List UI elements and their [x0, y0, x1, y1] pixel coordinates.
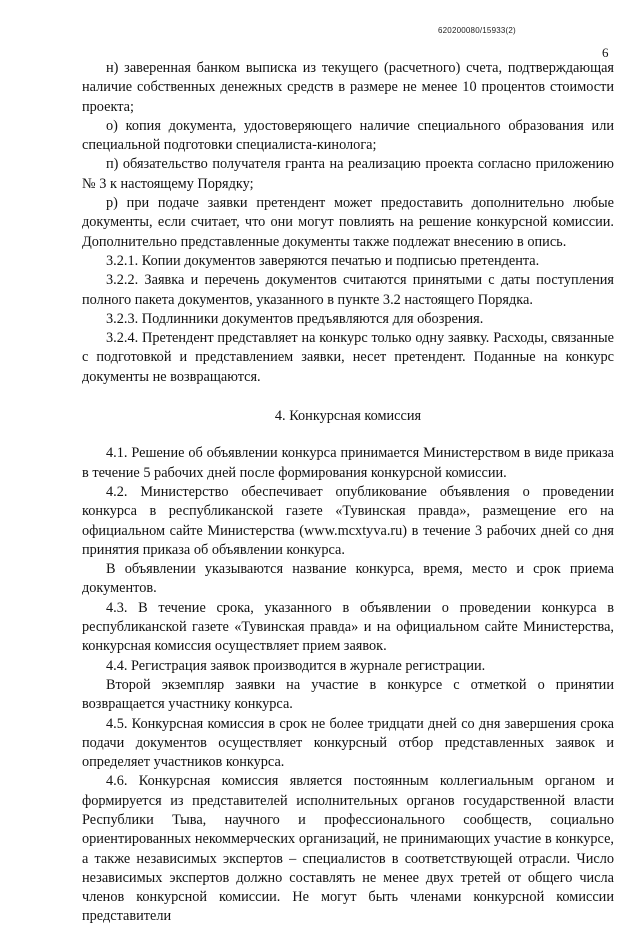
- page-number: 6: [602, 45, 609, 60]
- paragraph-o: о) копия документа, удостоверяющего наличие специального образования или специальной подготовки специалиста-кинолога;: [82, 117, 614, 154]
- paragraph-3-2-1: 3.2.1. Копии документов заверяются печатью и подписью претендента.: [106, 252, 540, 269]
- paragraph-n: н) заверенная банком выписка из текущего (расчетного) счета, подтверждающая наличие собственных денежных средств в размере не менее 10 процентов стоимости проекта;: [82, 60, 614, 115]
- document-id: 620200080/15933(2): [438, 26, 516, 35]
- paragraph-4-5: 4.5. Конкурсная комиссия в срок не более тридцати дней со дня завершения срока подачи документов осуществляет конкурсный отбор представленных заявок и определяет участников конкурса.: [82, 715, 614, 771]
- document-body: [82, 59, 614, 927]
- paragraph-second-copy: Второй экземпляр заявки на участие в конкурсе с отметкой о принятии возвращается участнику конкурса.: [82, 676, 614, 713]
- paragraph-4-4: 4.4. Регистрация заявок производится в журнале регистрации.: [106, 657, 486, 674]
- paragraph-4-6: 4.6. Конкурсная комиссия является постоянным коллегиальным органом и формируется из представителей исполнительных органов государственной власти Республики Тыва, научного и профессионального сообществ, социально ориентированных некоммерческих организаций, не принимающих участие в конкурсе, а также независимых экспертов – специалистов в соответствующей отрасли. Число независимых экспертов должно составлять не менее двух третей от общего числа членов конкурсной комиссии. Не могут быть членами конкурсной комиссии представители: [82, 773, 614, 925]
- paragraph-4-1: 4.1. Решение об объявлении конкурса принимается Министерством в виде приказа в течение 5 рабочих дней после формирования конкурсной комиссии.: [82, 445, 614, 481]
- paragraph-r: р) при подаче заявки претендент может предоставить дополнительно любые документы, если считает, что они могут повлиять на решение конкурсной комиссии. Дополнительно представленные документы также подлежат внесению в опись.: [82, 195, 614, 250]
- paragraph-announcement: В объявлении указываются название конкурса, время, место и срок приема документов.: [82, 561, 614, 597]
- paragraph-3-2-2: 3.2.2. Заявка и перечень документов считаются принятыми с даты поступления полного пакета документов, указанного в пункте 3.2 настоящего Порядка.: [82, 272, 614, 308]
- paragraph-4-2: 4.2. Министерство обеспечивает опубликование объявления о проведении конкурса в республиканской газете «Тувинская правда», размещение его на официальном сайте Министерства (www.mcxtyva.ru) в течение 3 рабочих дней со дня принятия приказа об объявлении конкурса.: [82, 483, 614, 558]
- section-title: 4. Конкурсная комиссия: [274, 408, 422, 425]
- paragraph-4-3: 4.3. В течение срока, указанного в объявлении о проведении конкурса в республиканской газете «Тувинская правда» и на официальном сайте Министерства, конкурсная комиссия осуществляет прием заявок.: [82, 599, 614, 655]
- paragraph-3-2-3: 3.2.3. Подлинники документов предъявляются для обозрения.: [106, 310, 484, 327]
- paragraph-3-2-4: 3.2.4. Претендент представляет на конкурс только одну заявку. Расходы, связанные с подготовкой и представлением заявки, несет претендент. Поданные на конкурс документы не возвращаются.: [82, 330, 614, 385]
- paragraph-p: п) обязательство получателя гранта на реализацию проекта согласно приложению № 3 к настоящему Порядку;: [82, 156, 614, 192]
